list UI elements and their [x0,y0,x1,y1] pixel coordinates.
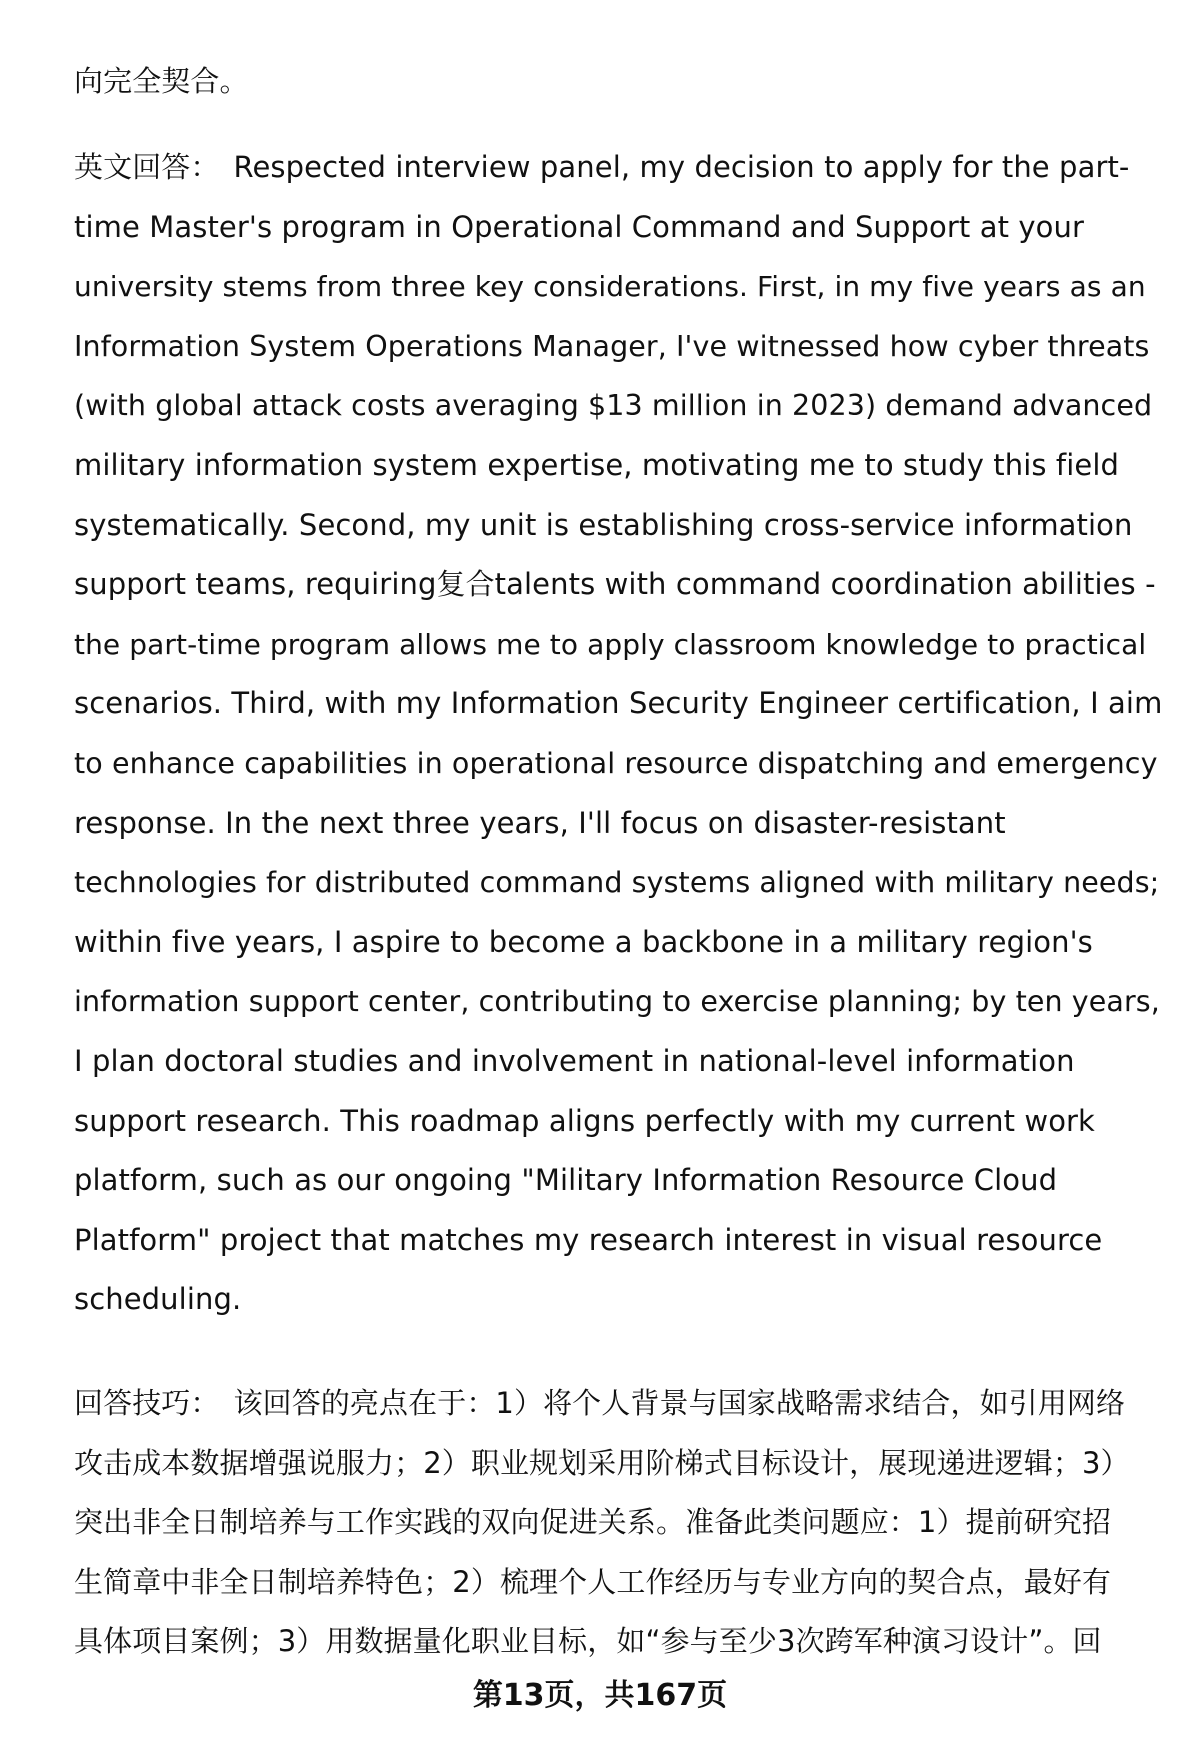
answer-tips-line: 回答技巧： 该回答的亮点在于：1）将个人背景与国家战略需求结合，如引用网络 [74,1386,1126,1420]
english-answer-line: the part-time program allows me to apply classroom knowledge to practical [74,627,1147,661]
english-answer-line: response. In the next three years, I'll focus on disaster-resistant [74,805,1006,840]
english-answer-line: time Master's program in Operational Command and Support at your [74,209,1084,244]
english-answer-line: to enhance capabilities in operational resource dispatching and emergency [74,746,1158,780]
carryover-line: 向完全契合。 [74,64,249,98]
english-answer-paragraph [74,138,1164,1330]
english-answer-line: Platform" project that matches my research interest in visual resource [74,1222,1103,1257]
english-answer-line: within five years, I aspire to become a backbone in a military region's [74,924,1093,959]
answer-tips-line: 突出非全日制培养与工作实践的双向促进关系。准备此类问题应：1）提前研究招 [74,1505,1112,1540]
english-answer-line: support research. This roadmap aligns perfectly with my current work [74,1103,1095,1138]
english-answer-line: scheduling. [74,1282,242,1317]
answer-tips-paragraph [74,1374,1164,1672]
english-answer-line: 英文回答： Respected interview panel, my decision to apply for the part- [74,150,1130,184]
page-footer [0,1670,1200,1714]
english-answer-line: I plan doctoral studies and involvement in national-level information [74,1043,1075,1078]
english-answer-line: scenarios. Third, with my Information Security Engineer certification, I aim [74,686,1163,721]
english-answer-line: systematically. Second, my unit is establishing cross-service information [74,507,1133,542]
english-answer-line: Information System Operations Manager, I've witnessed how cyber threats [74,329,1150,363]
answer-tips-line: 具体项目案例；3）用数据量化职业目标，如“参与至少3次跨军种演习设计”。回 [74,1624,1102,1659]
english-answer-line: (with global attack costs averaging $13 million in 2023) demand advanced [74,389,1153,423]
page-number: 第13页，共167页 [472,1678,728,1713]
english-answer-line: information support center, contributing to exercise planning; by ten years, [74,985,1160,1019]
english-answer-line: university stems from three key considerations. First, in my five years as an [74,270,1146,304]
english-answer-line: support teams, requiring复合talents with command coordination abilities - [74,567,1156,602]
answer-tips-line: 攻击成本数据增强说服力；2）职业规划采用阶梯式目标设计，展现递进逻辑；3） [74,1445,1130,1480]
answer-tips-line: 生简章中非全日制培养特色；2）梳理个人工作经历与专业方向的契合点，最好有 [74,1564,1112,1599]
answer-tips-label: 回答技巧： [74,1386,220,1420]
english-answer-line: technologies for distributed command systems aligned with military needs; [74,866,1160,900]
english-answer-label: 英文回答： [74,150,220,184]
english-answer-line: military information system expertise, motivating me to study this field [74,447,1119,482]
carryover-text [74,52,1164,112]
english-answer-line: platform, such as our ongoing "Military Information Resource Cloud [74,1163,1058,1198]
